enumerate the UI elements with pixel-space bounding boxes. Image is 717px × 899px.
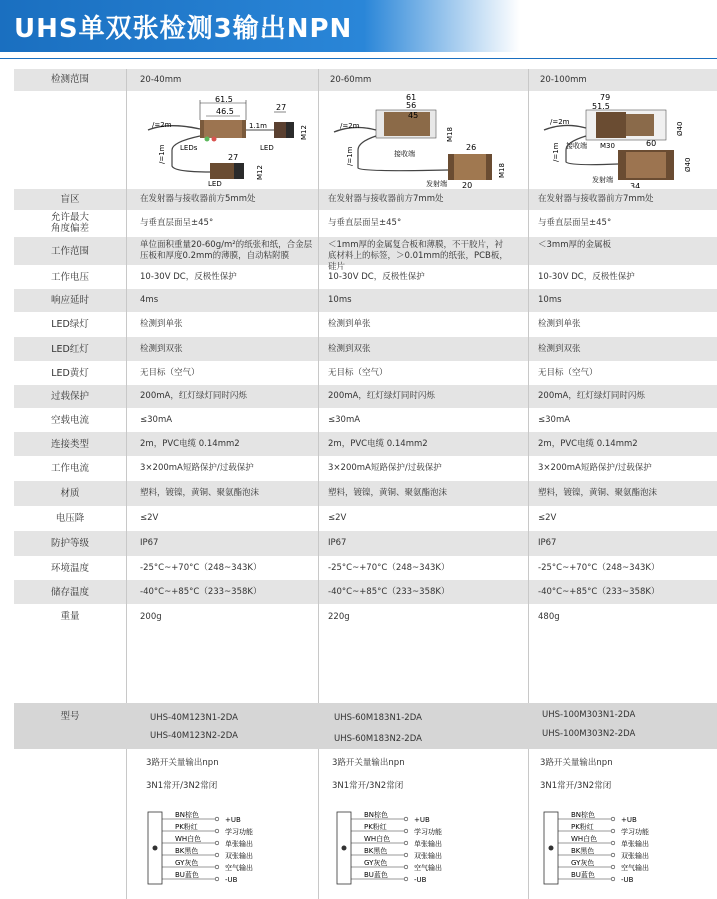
spec-value: 无目标（空气） bbox=[140, 368, 200, 378]
spec-row bbox=[14, 237, 717, 272]
spec-row bbox=[14, 189, 717, 210]
spec-value: 无目标（空气） bbox=[328, 368, 388, 378]
spec-value: -40°C~+85°C（233~358K） bbox=[328, 587, 450, 597]
spec-row bbox=[14, 432, 717, 456]
spec-row bbox=[14, 506, 717, 531]
wire-color-label: GY灰色 bbox=[175, 859, 199, 867]
terminal-dot bbox=[611, 877, 615, 881]
wire-color-label: WH白色 bbox=[364, 835, 391, 843]
row-label: 工作电压 bbox=[50, 272, 89, 283]
row-label: 防护等级 bbox=[50, 538, 89, 549]
model-number: UHS-40M123N1-2DA bbox=[150, 713, 238, 723]
spec-row bbox=[14, 361, 717, 385]
page-title: UHS单双张检测3输出NPN bbox=[14, 14, 353, 44]
model-number: UHS-40M123N2-2DA bbox=[150, 731, 238, 741]
terminal-dot bbox=[404, 817, 408, 821]
spec-value: 在发射器与接收器前方7mm处 bbox=[538, 194, 654, 204]
wire-function-label: 双张输出 bbox=[621, 852, 649, 860]
sensor-symbol bbox=[342, 846, 347, 851]
row-label: LED绿灯 bbox=[51, 319, 89, 330]
spec-value: 2m，PVC电缆 0.14mm2 bbox=[538, 439, 638, 449]
model-number: UHS-60M183N1-2DA bbox=[334, 713, 422, 723]
spec-value: ＜3mm厚的金属板 bbox=[538, 240, 611, 250]
spec-value: 在发射器与接收器前方7mm处 bbox=[328, 194, 444, 204]
wire-color-label: BU蓝色 bbox=[571, 871, 595, 879]
row-label: LED黄灯 bbox=[51, 368, 89, 379]
row-label: 空载电流 bbox=[50, 415, 89, 426]
wire-color-label: GY灰色 bbox=[571, 859, 595, 867]
header-rule bbox=[0, 58, 717, 59]
spec-row bbox=[14, 531, 717, 556]
row-label: 过载保护 bbox=[50, 391, 89, 402]
dim-label: M30 bbox=[600, 142, 615, 150]
dim-label: M12 bbox=[300, 125, 308, 140]
spec-value: 检测到单张 bbox=[538, 319, 581, 329]
wire-color-label: BN棕色 bbox=[364, 811, 389, 819]
spec-value: ＜1mm厚的金属复合板和薄膜，不干胶片，衬底材料上的标签，＞0.01mm的纸张，PCB板，硅片 bbox=[328, 240, 508, 272]
dim-label: 60 bbox=[646, 139, 657, 148]
sensor-symbol bbox=[549, 846, 554, 851]
wire-color-label: BU蓝色 bbox=[175, 871, 199, 879]
spec-value: 4ms bbox=[140, 295, 159, 305]
wire-function-label: -UB bbox=[621, 876, 634, 884]
dim-label: 20 bbox=[462, 181, 473, 188]
wire-color-label: BK黑色 bbox=[175, 847, 199, 855]
model-number: UHS-100M303N2-2DA bbox=[542, 729, 636, 739]
spec-value: ≤2V bbox=[140, 513, 159, 523]
dimension-drawing-2 bbox=[320, 92, 526, 188]
wire-color-label: BN棕色 bbox=[175, 811, 200, 819]
dim-label: LED bbox=[260, 144, 274, 152]
row-label: 工作电流 bbox=[50, 463, 89, 474]
wire-color-label: BU蓝色 bbox=[364, 871, 388, 879]
terminal-dot bbox=[215, 865, 219, 869]
row-label: 工作范围 bbox=[50, 246, 89, 257]
dim-label: Ø40 bbox=[684, 157, 692, 172]
spec-row bbox=[14, 408, 717, 432]
spec-row bbox=[14, 556, 717, 580]
spec-value: -40°C~+85°C（233~358K） bbox=[140, 587, 262, 597]
range-cell-3: 20-100mm bbox=[540, 75, 587, 85]
spec-value: 10ms bbox=[538, 295, 562, 305]
row-label: 检测范围 bbox=[50, 74, 89, 85]
wire-function-label: -UB bbox=[225, 876, 238, 884]
spec-value: 检测到单张 bbox=[140, 319, 183, 329]
dim-label: 发射端 bbox=[426, 180, 447, 188]
feature-text: 3路开关量输出npn bbox=[540, 758, 613, 768]
spec-value: 220g bbox=[328, 612, 350, 622]
dim-label: 27 bbox=[276, 103, 287, 112]
spec-row bbox=[14, 580, 717, 604]
wire-function-label: 单张输出 bbox=[621, 840, 649, 848]
range-cell-2: 20-60mm bbox=[330, 75, 372, 85]
spec-value: ≤2V bbox=[538, 513, 557, 523]
dim-label: 接收端 bbox=[566, 142, 587, 150]
spec-value: 检测到双张 bbox=[538, 344, 581, 354]
range-cell-1: 20-40mm bbox=[140, 75, 182, 85]
spec-row bbox=[14, 312, 717, 337]
feature-text: 3路开关量输出npn bbox=[332, 758, 405, 768]
dim-label: M18 bbox=[446, 127, 454, 142]
dim-label: M12 bbox=[256, 165, 264, 180]
spec-value: 200mA，红灯绿灯同时闪烁 bbox=[328, 391, 435, 401]
wire-function-label: -UB bbox=[414, 876, 427, 884]
wire-color-label: BN棕色 bbox=[571, 811, 596, 819]
wire-function-label: 双张输出 bbox=[225, 852, 253, 860]
wire-function-label: +UB bbox=[621, 816, 637, 824]
feature-text: 3N1常开/3N2常闭 bbox=[540, 781, 612, 791]
spec-value: -25°C~+70°C（248~343K） bbox=[538, 563, 660, 573]
dim-label: 34 bbox=[630, 182, 641, 188]
spec-value: 2m，PVC电缆 0.14mm2 bbox=[140, 439, 240, 449]
spec-value: 200mA，红灯绿灯同时闪烁 bbox=[140, 391, 247, 401]
terminal-dot bbox=[404, 865, 408, 869]
sensor-symbol bbox=[153, 846, 158, 851]
spec-value: IP67 bbox=[328, 538, 347, 548]
column-divider bbox=[318, 69, 319, 899]
wire-color-label: WH白色 bbox=[571, 835, 598, 843]
row-label: 允许最大 bbox=[50, 212, 89, 223]
spec-row bbox=[14, 481, 717, 506]
row-label: 电压降 bbox=[55, 513, 85, 524]
spec-value: IP67 bbox=[538, 538, 557, 548]
dim-label: /=1m bbox=[552, 142, 560, 162]
wire-function-label: 空气输出 bbox=[414, 864, 442, 872]
spec-value: 单位面积重量20-60g/m²的纸张和纸，合金层压板和厚度0.2mm的薄膜，自动粘附膜 bbox=[140, 240, 313, 261]
dim-label: LED bbox=[208, 180, 222, 188]
spec-row-range bbox=[14, 69, 717, 91]
wire-color-label: PK粉红 bbox=[175, 823, 198, 831]
row-label: 盲区 bbox=[60, 194, 80, 205]
dim-label: 61 bbox=[406, 93, 417, 102]
spec-value: 检测到双张 bbox=[328, 344, 371, 354]
terminal-dot bbox=[215, 817, 219, 821]
row-label: 重量 bbox=[60, 611, 80, 622]
row-label: 材质 bbox=[60, 488, 80, 499]
spec-row bbox=[14, 289, 717, 312]
wire-function-label: 学习功能 bbox=[621, 828, 649, 836]
spec-value: 塑料，镀镍，黄铜、聚氨酯泡沫 bbox=[538, 488, 658, 498]
spec-value: -25°C~+70°C（248~343K） bbox=[328, 563, 450, 573]
terminal-dot bbox=[611, 865, 615, 869]
dim-label: 79 bbox=[600, 93, 611, 102]
row-label: 响应延时 bbox=[50, 295, 89, 306]
title-banner bbox=[0, 0, 717, 52]
wire-function-label: 学习功能 bbox=[414, 828, 442, 836]
terminal-dot bbox=[404, 829, 408, 833]
terminal-dot bbox=[611, 853, 615, 857]
dim-label: Ø40 bbox=[676, 121, 684, 136]
spec-value: 200mA，红灯绿灯同时闪烁 bbox=[538, 391, 645, 401]
spec-value: 3×200mA短路保护/过载保护 bbox=[328, 463, 442, 473]
spec-value: ≤30mA bbox=[538, 415, 571, 425]
spec-value: ≤30mA bbox=[328, 415, 361, 425]
model-number: UHS-100M303N1-2DA bbox=[542, 710, 636, 720]
spec-row bbox=[14, 265, 717, 289]
dim-label: 1.1m bbox=[249, 122, 267, 130]
dim-label: /=1m bbox=[158, 144, 166, 164]
terminal-dot bbox=[215, 877, 219, 881]
dim-label: /=2m bbox=[340, 122, 360, 130]
spec-value: 在发射器与接收器前方5mm处 bbox=[140, 194, 256, 204]
wire-function-label: 单张输出 bbox=[225, 840, 253, 848]
spec-value: 与垂直层面呈±45° bbox=[538, 218, 612, 228]
spec-value: 塑料，镀镍，黄铜、聚氨酯泡沫 bbox=[328, 488, 448, 498]
spec-value: 3×200mA短路保护/过载保护 bbox=[538, 463, 652, 473]
terminal-dot bbox=[611, 841, 615, 845]
wire-color-label: BK黑色 bbox=[571, 847, 595, 855]
dim-label: 27 bbox=[228, 153, 239, 162]
terminal-dot bbox=[404, 841, 408, 845]
spec-value: -40°C~+85°C（233~358K） bbox=[538, 587, 660, 597]
spec-value: -25°C~+70°C（248~343K） bbox=[140, 563, 262, 573]
spec-value: 与垂直层面呈±45° bbox=[140, 218, 214, 228]
wire-function-label: 学习功能 bbox=[225, 828, 253, 836]
spec-value: 10-30V DC，反极性保护 bbox=[140, 272, 237, 282]
wire-color-label: PK粉红 bbox=[571, 823, 594, 831]
wiring-diagram bbox=[336, 808, 476, 888]
spec-row bbox=[14, 385, 717, 408]
dim-label: 61.5 bbox=[215, 95, 233, 104]
spec-value: 塑料，镀镍，黄铜、聚氨酯泡沫 bbox=[140, 488, 260, 498]
row-label: 连接类型 bbox=[50, 439, 89, 450]
spec-value: 无目标（空气） bbox=[538, 368, 598, 378]
terminal-dot bbox=[215, 829, 219, 833]
wire-function-label: +UB bbox=[414, 816, 430, 824]
column-divider bbox=[528, 69, 529, 899]
column-divider bbox=[126, 69, 127, 899]
spec-value: ≤30mA bbox=[140, 415, 173, 425]
spec-value: 10-30V DC，反极性保护 bbox=[328, 272, 425, 282]
spec-value: 10-30V DC，反极性保护 bbox=[538, 272, 635, 282]
row-label: 角度偏差 bbox=[50, 223, 89, 234]
model-label: 型号 bbox=[60, 711, 80, 722]
dim-label: 51.5 bbox=[592, 102, 610, 111]
spec-value: 检测到双张 bbox=[140, 344, 183, 354]
spec-row bbox=[14, 456, 717, 481]
terminal-dot bbox=[215, 853, 219, 857]
wiring-diagram bbox=[543, 808, 683, 888]
dim-label: /=2m bbox=[152, 121, 172, 129]
wire-color-label: WH白色 bbox=[175, 835, 202, 843]
feature-text: 3N1常开/3N2常闭 bbox=[332, 781, 404, 791]
row-label: LED红灯 bbox=[51, 344, 89, 355]
spec-value: 10ms bbox=[328, 295, 352, 305]
spec-value: 检测到单张 bbox=[328, 319, 371, 329]
wire-function-label: 空气输出 bbox=[621, 864, 649, 872]
dim-label: 56 bbox=[406, 101, 417, 110]
wire-color-label: PK粉红 bbox=[364, 823, 387, 831]
feature-text: 3路开关量输出npn bbox=[146, 758, 219, 768]
dim-label: 接收端 bbox=[394, 150, 415, 158]
dim-label: 45 bbox=[408, 111, 419, 120]
dim-label: LEDs bbox=[180, 144, 198, 152]
dimension-drawing-3 bbox=[530, 92, 716, 188]
feature-text: 3N1常开/3N2常闭 bbox=[146, 781, 218, 791]
wire-color-label: BK黑色 bbox=[364, 847, 388, 855]
wire-function-label: 空气输出 bbox=[225, 864, 253, 872]
dimension-drawing-1 bbox=[128, 92, 318, 188]
terminal-dot bbox=[611, 817, 615, 821]
dim-label: 46.5 bbox=[216, 107, 234, 116]
wiring-diagram bbox=[147, 808, 287, 888]
terminal-dot bbox=[404, 853, 408, 857]
spec-value: ≤2V bbox=[328, 513, 347, 523]
spec-value: 3×200mA短路保护/过载保护 bbox=[140, 463, 254, 473]
spec-row bbox=[14, 210, 717, 237]
spec-row bbox=[14, 337, 717, 361]
terminal-dot bbox=[215, 841, 219, 845]
spec-value: 与垂直层面呈±45° bbox=[328, 218, 402, 228]
spec-row bbox=[14, 604, 717, 700]
wire-color-label: GY灰色 bbox=[364, 859, 388, 867]
spec-value: 2m，PVC电缆 0.14mm2 bbox=[328, 439, 428, 449]
model-number: UHS-60M183N2-2DA bbox=[334, 734, 422, 744]
dim-label: 26 bbox=[466, 143, 477, 152]
dim-label: M18 bbox=[498, 163, 506, 178]
terminal-dot bbox=[611, 829, 615, 833]
dim-label: 发射端 bbox=[592, 176, 613, 184]
row-label: 储存温度 bbox=[50, 587, 89, 598]
spec-value: 200g bbox=[140, 612, 162, 622]
terminal-dot bbox=[404, 877, 408, 881]
dim-label: /=1m bbox=[346, 146, 354, 166]
wire-function-label: 双张输出 bbox=[414, 852, 442, 860]
spec-value: IP67 bbox=[140, 538, 159, 548]
dim-label: /=2m bbox=[550, 118, 570, 126]
wire-function-label: +UB bbox=[225, 816, 241, 824]
row-label: 环境温度 bbox=[50, 563, 89, 574]
wire-function-label: 单张输出 bbox=[414, 840, 442, 848]
spec-value: 480g bbox=[538, 612, 560, 622]
